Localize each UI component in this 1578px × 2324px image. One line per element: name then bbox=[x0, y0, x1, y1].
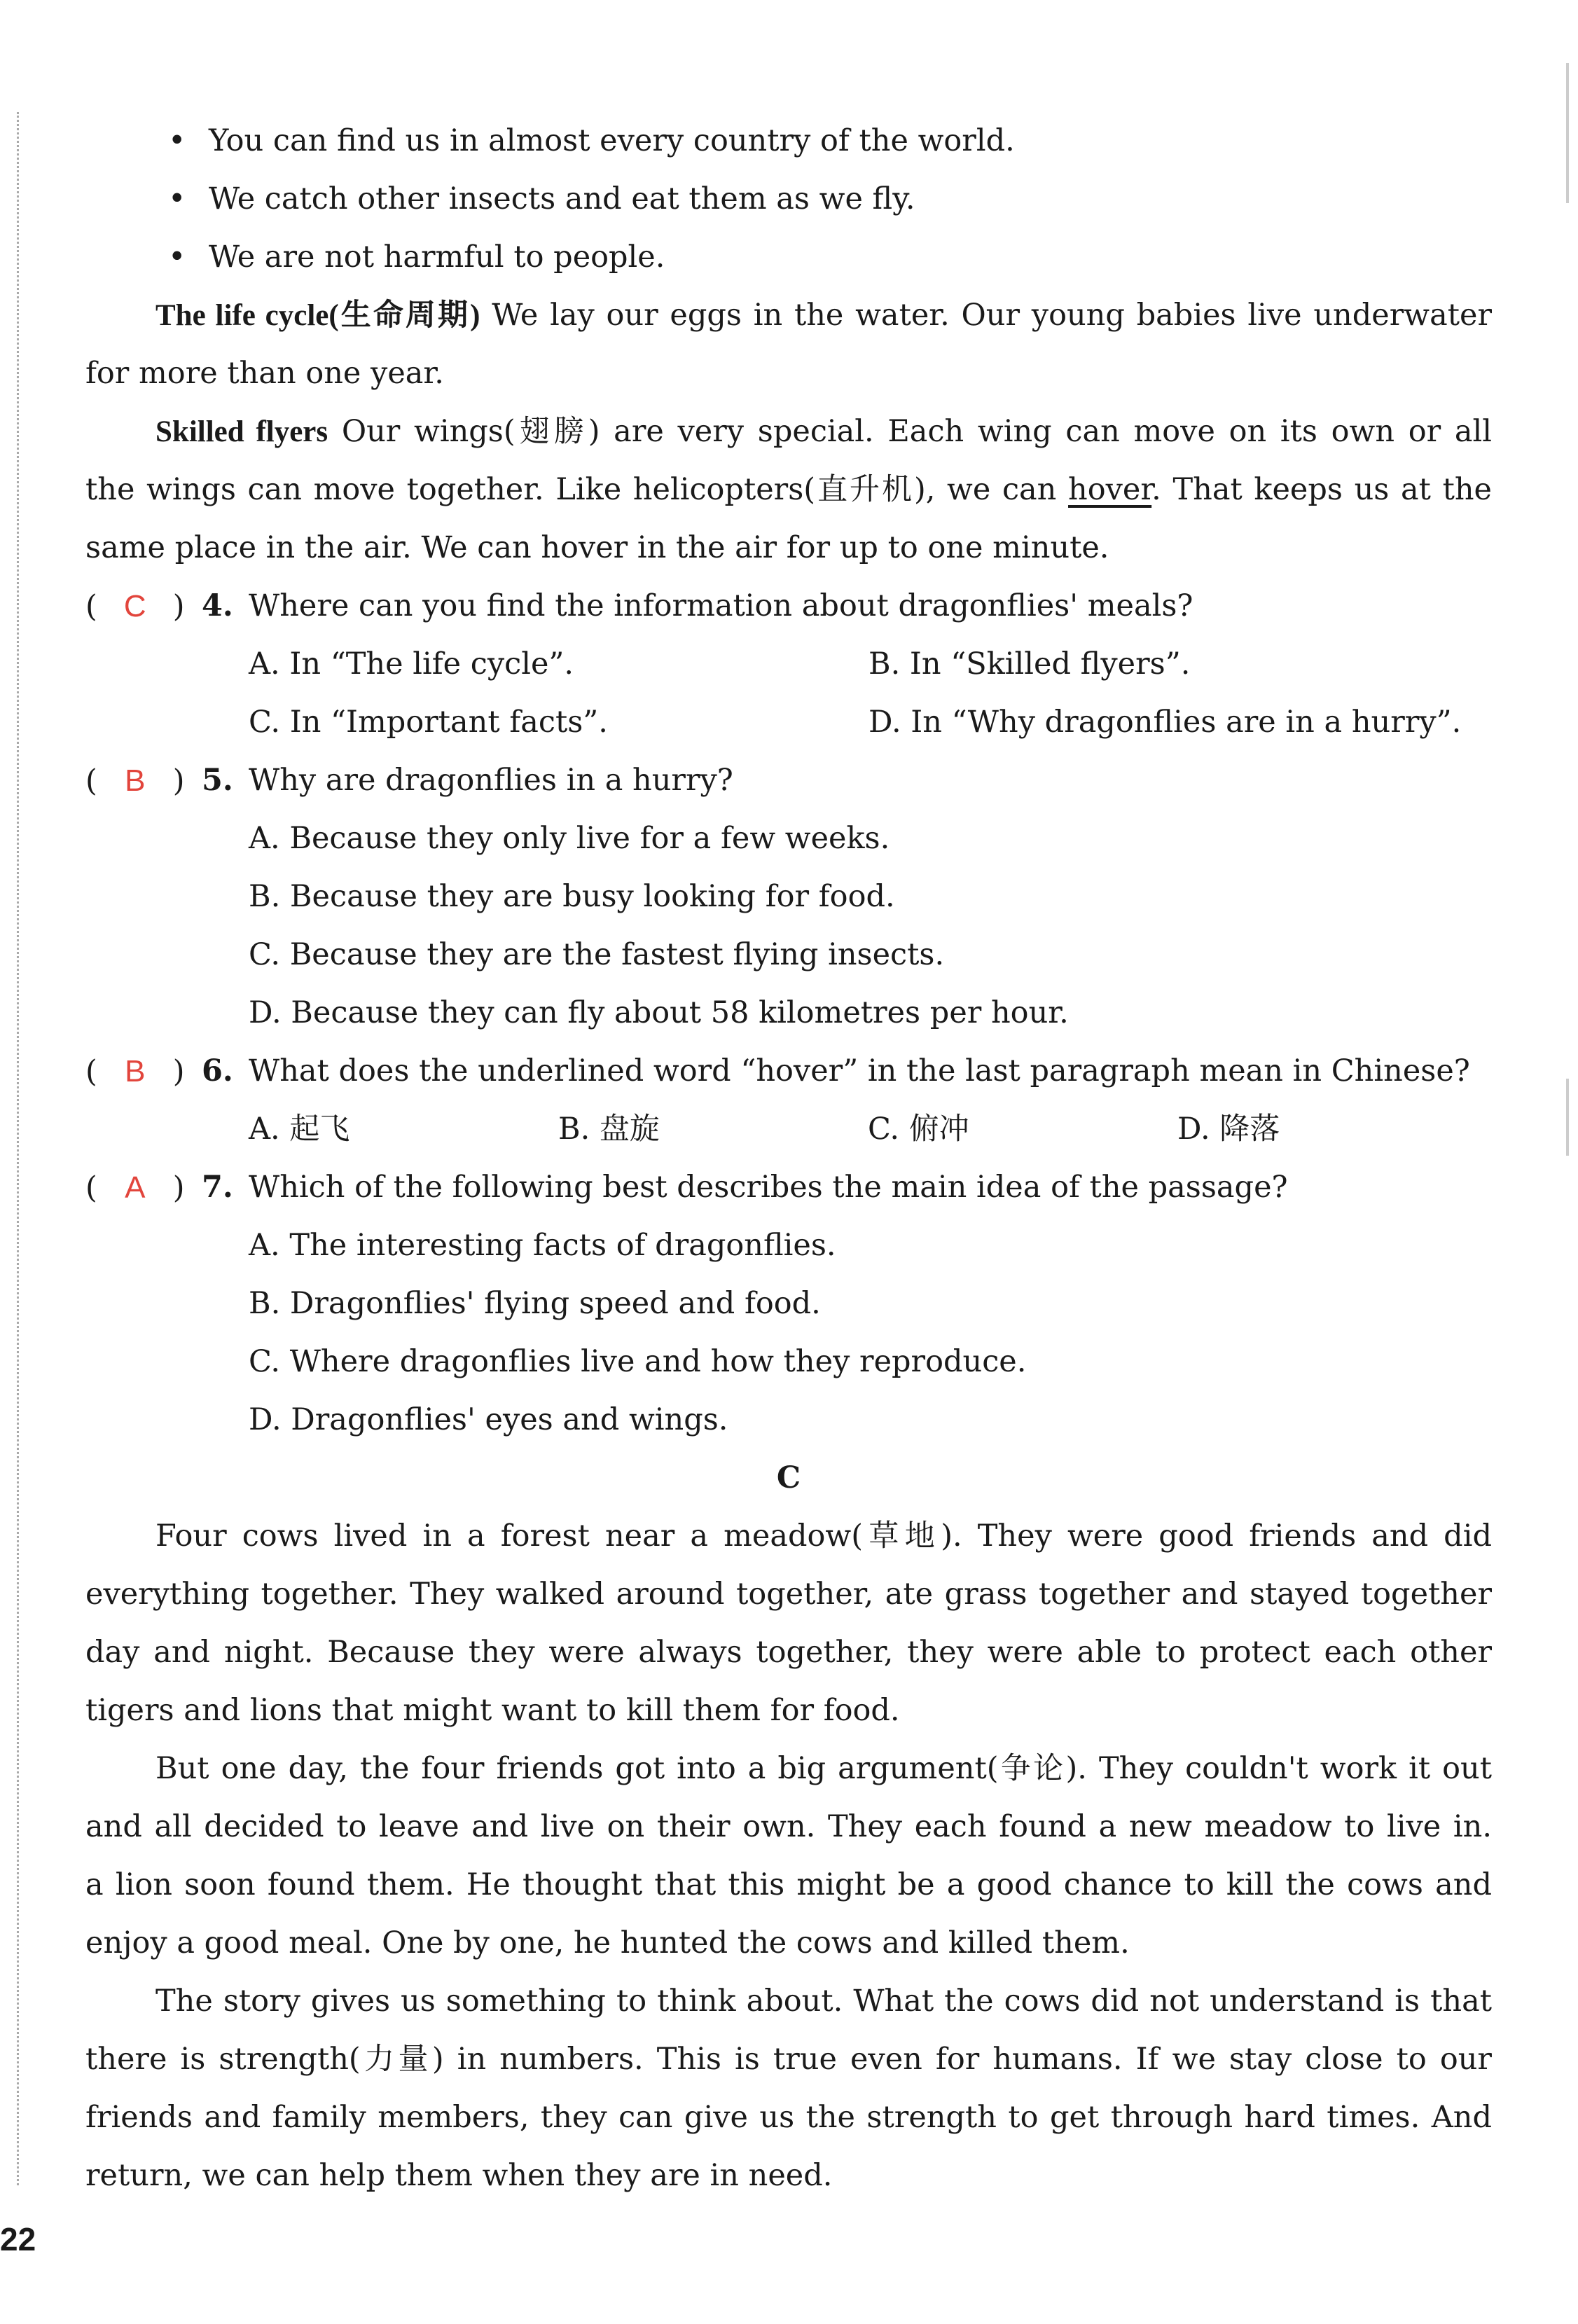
options-row bbox=[85, 1100, 1492, 1158]
passage-paragraph-1: Four cows lived in a forest near a meadow(草地). They were good friends and did bbox=[155, 1519, 1492, 1554]
option: C. Because they are the fastest flying insects. bbox=[249, 937, 945, 972]
option: A. In “The life cycle”. bbox=[249, 646, 574, 682]
question-text: What does the underlined word “hover” in the last paragraph mean in Chinese? bbox=[249, 1053, 1470, 1088]
paragraph-line: a lion soon found them. He thought that this might be a good chance to kill the cows and bbox=[85, 1867, 1492, 1902]
paragraph-line: there is strength(力量) in numbers. This is true even for humans. If we stay close to our bbox=[85, 2042, 1492, 2077]
paragraph-line: day and night. Because they were always together, they were able to protect each other bbox=[85, 1635, 1492, 1670]
option: B. In “Skilled flyers”. bbox=[868, 646, 1191, 682]
paragraph-line: and all decided to leave and live on their own. They each found a new meadow to live in. bbox=[85, 1809, 1492, 1844]
paragraph-line: same place in the air. We can hover in the air for up to one minute. bbox=[85, 530, 1109, 565]
paragraph-line: the wings can move together. Like helicopters(直升机), we can hover. That keeps us at the bbox=[85, 472, 1492, 507]
question-number: 5. bbox=[202, 763, 233, 798]
answer-mark: B bbox=[125, 1054, 146, 1088]
question-4: ( C ) 4. Where can you find the information about dragonflies' meals? bbox=[85, 577, 1492, 635]
answer-mark: C bbox=[123, 589, 146, 623]
life-cycle-paragraph: The life cycle(生命周期) We lay our eggs in the water. Our young babies live underwater bbox=[155, 298, 1492, 333]
page-content bbox=[85, 112, 1492, 2205]
life-cycle-heading: The life cycle(生命周期) bbox=[155, 299, 480, 332]
skilled-flyers-paragraph: Skilled flyers Our wings(翅膀) are very special. Each wing can move on its own or all bbox=[155, 414, 1492, 449]
question-number: 4. bbox=[202, 588, 233, 623]
bullet-item: • You can find us in almost every country of the world. bbox=[168, 123, 1015, 158]
answer-mark: B bbox=[125, 763, 146, 798]
question-5: ( B ) 5. Why are dragonflies in a hurry? bbox=[85, 752, 1492, 810]
paragraph-line: friends and family members, they can give us the strength to get through hard times. And bbox=[85, 2100, 1492, 2135]
option: A. Because they only live for a few weeks. bbox=[249, 821, 890, 856]
question-7: ( A ) 7. Which of the following best describes the main idea of the passage? bbox=[85, 1158, 1492, 1217]
question-text: Why are dragonflies in a hurry? bbox=[249, 763, 733, 798]
option: D. In “Why dragonflies are in a hurry”. bbox=[868, 705, 1462, 740]
paragraph-line: everything together. They walked around together, ate grass together and stayed together bbox=[85, 1577, 1492, 1612]
option: B. Because they are busy looking for food. bbox=[249, 879, 895, 914]
page-number: 22 bbox=[0, 2221, 36, 2257]
section-title: C bbox=[776, 1460, 801, 1495]
question-text: Which of the following best describes the main idea of the passage? bbox=[249, 1170, 1288, 1205]
bullet-item: • We are not harmful to people. bbox=[168, 240, 665, 275]
option: A. 起飞 bbox=[249, 1112, 350, 1147]
skilled-flyers-heading: Skilled flyers bbox=[155, 415, 328, 448]
option: D. Because they can fly about 58 kilometres per hour. bbox=[249, 995, 1069, 1030]
option: C. In “Important facts”. bbox=[249, 705, 608, 740]
passage-paragraph-3: The story gives us something to think about. What the cows did not understand is that bbox=[155, 1984, 1492, 2019]
option: D. Dragonflies' eyes and wings. bbox=[249, 1402, 728, 1437]
paragraph-line: for more than one year. bbox=[85, 356, 444, 391]
left-margin-line bbox=[17, 112, 19, 2185]
question-number: 7. bbox=[202, 1170, 233, 1205]
question-text: Where can you find the information about dragonflies' meals? bbox=[249, 588, 1193, 623]
passage-paragraph-2: But one day, the four friends got into a big argument(争论). They couldn't work it out bbox=[155, 1751, 1492, 1786]
options-row bbox=[85, 635, 1492, 693]
option: C. Where dragonflies live and how they reproduce. bbox=[249, 1344, 1027, 1379]
paragraph-line: tigers and lions that might want to kill them for food. bbox=[85, 1693, 900, 1728]
answer-mark: A bbox=[125, 1170, 146, 1205]
option: A. The interesting facts of dragonflies. bbox=[249, 1228, 836, 1263]
right-edge-mark bbox=[1566, 1079, 1569, 1156]
option: C. 俯冲 bbox=[868, 1112, 969, 1147]
paragraph-line: enjoy a good meal. One by one, he hunted the cows and killed them. bbox=[85, 1925, 1130, 1960]
options-row bbox=[85, 693, 1492, 752]
question-number: 6. bbox=[202, 1053, 233, 1088]
bullet-item: • We catch other insects and eat them as we fly. bbox=[168, 181, 915, 216]
right-edge-mark bbox=[1566, 63, 1569, 203]
option: D. 降落 bbox=[1177, 1112, 1280, 1147]
question-6: ( B ) 6. What does the underlined word “hover” in the last paragraph mean in Chinese? bbox=[85, 1042, 1492, 1100]
option: B. 盘旋 bbox=[558, 1112, 660, 1147]
option: B. Dragonflies' flying speed and food. bbox=[249, 1286, 821, 1321]
paragraph-line: return, we can help them when they are in need. bbox=[85, 2158, 833, 2193]
underlined-word-hover: hover bbox=[1068, 472, 1152, 507]
